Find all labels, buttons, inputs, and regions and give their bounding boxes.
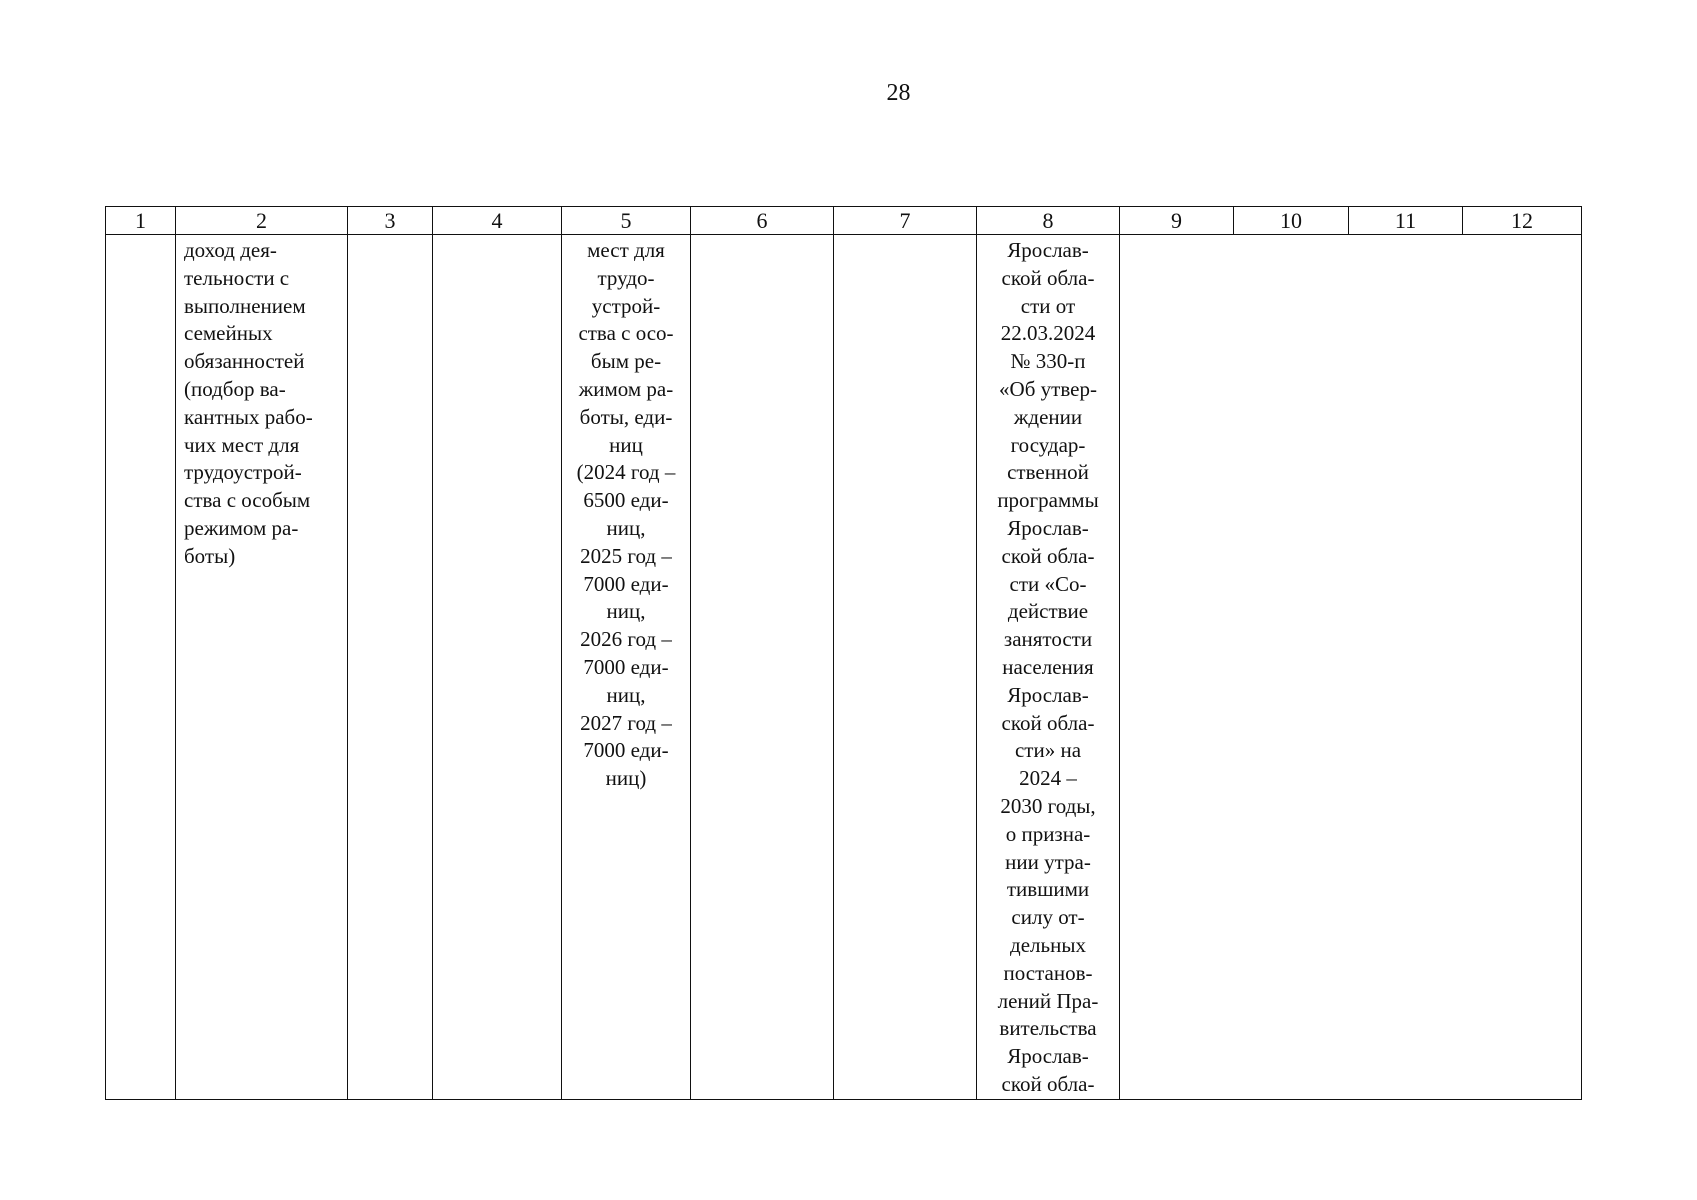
cell-col-3 bbox=[348, 235, 433, 1100]
cell-col-8: Ярослав- ской обла- сти от 22.03.2024 № 330-п «Об утвер- ждении государ- ственной программы Ярослав- ской обла- сти «Со- действие занятости населения Ярослав- ской обла- сти» на 2024 – 2030 годы, о призна- нии утра- тившими силу от- дельных постанов- лений Пра- вительства Ярослав- ской обла- bbox=[977, 235, 1120, 1100]
column-header-2: 2 bbox=[176, 207, 348, 235]
cell-col-6 bbox=[691, 235, 834, 1100]
column-header-6: 6 bbox=[691, 207, 834, 235]
column-header-3: 3 bbox=[348, 207, 433, 235]
column-header-4: 4 bbox=[433, 207, 562, 235]
table-row bbox=[106, 235, 1582, 1100]
column-header-7: 7 bbox=[834, 207, 977, 235]
column-header-1: 1 bbox=[106, 207, 176, 235]
column-header-10: 10 bbox=[1234, 207, 1349, 235]
column-header-11: 11 bbox=[1349, 207, 1463, 235]
cell-col-4 bbox=[433, 235, 562, 1100]
cell-col-5: мест для трудо- устрой- ства с осо- бым ре- жимом ра- боты, еди- ниц (2024 год – 6500 еди- ниц, 2025 год – 7000 еди- ниц, 2026 год – 7000 еди- ниц, 2027 год – 7000 еди- ниц) bbox=[562, 235, 691, 1100]
page-number: 28 bbox=[886, 80, 911, 106]
column-header-5: 5 bbox=[562, 207, 691, 235]
column-header-8: 8 bbox=[977, 207, 1120, 235]
cell-col-1 bbox=[106, 235, 176, 1100]
data-table bbox=[105, 206, 1582, 1100]
table-header-row bbox=[106, 207, 1582, 235]
column-header-9: 9 bbox=[1120, 207, 1234, 235]
column-header-12: 12 bbox=[1463, 207, 1582, 235]
cell-col-7 bbox=[834, 235, 977, 1100]
cell-col-2: доход дея- тельности с выполнением семейных обязанностей (подбор ва- кантных рабо- чих мест для трудоустрой- ства с особым режимом ра- боты) bbox=[176, 235, 348, 1100]
cell-col-9-12-merged bbox=[1120, 235, 1582, 1100]
